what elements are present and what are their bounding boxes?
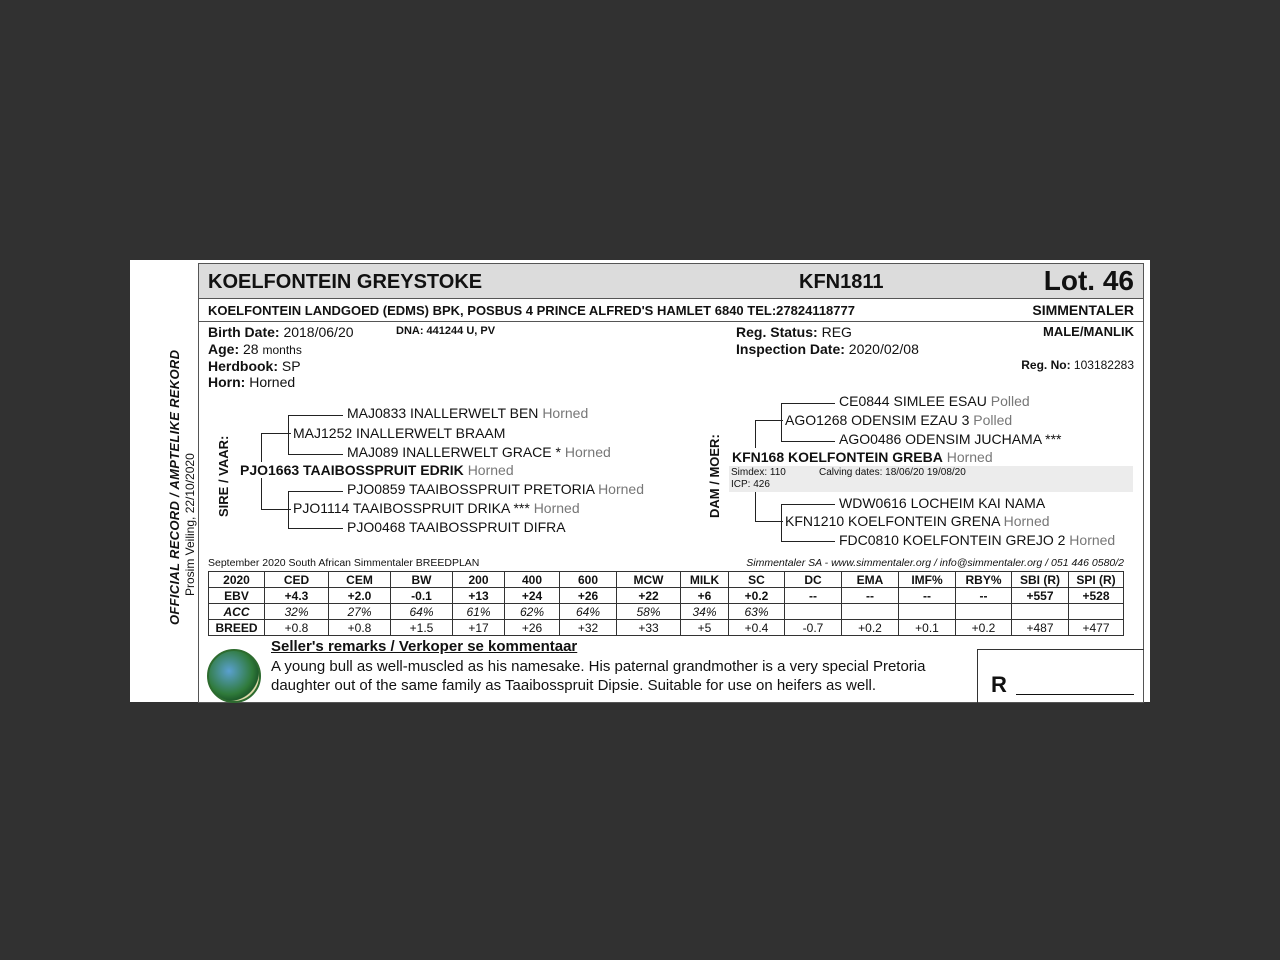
pedigree-line <box>261 478 262 510</box>
ebv-table-cell: +0.8 <box>329 620 391 636</box>
sire-label: SIRE / VAAR: <box>216 435 231 517</box>
ebv-table-cell: -0.7 <box>785 620 842 636</box>
pedigree-line <box>288 415 289 455</box>
sire-dam-sire: PJO0859 TAAIBOSSPRUIT PRETORIA Horned <box>347 481 644 497</box>
sire-main: PJO1663 TAAIBOSSPRUIT EDRIK Horned <box>240 462 514 478</box>
official-record-sub: Prosim Veiling, 22/10/2020 <box>183 453 197 596</box>
ebv-table-cell: +0.4 <box>729 620 785 636</box>
ebv-table-cell: 64% <box>391 604 453 620</box>
ebv-table-cell: +477 <box>1069 620 1124 636</box>
herdbook: Herdbook: SP <box>208 358 301 374</box>
ebv-table-cell: +487 <box>1012 620 1069 636</box>
dam-label: DAM / MOER: <box>707 434 722 518</box>
sex-text: MALE/MANLIK <box>1043 324 1134 339</box>
dam-dam: KFN1210 KOELFONTEIN GRENA Horned <box>785 513 1050 529</box>
simmentaler-logo-icon <box>207 649 261 703</box>
ebv-table-cell: -- <box>956 588 1012 604</box>
dam-dam-sire: WDW0616 LOCHEIM KAI NAMA <box>839 495 1046 511</box>
dam-sire-dam: AGO0486 ODENSIM JUCHAMA *** <box>839 431 1062 447</box>
ebv-table-cell: CEM <box>329 572 391 588</box>
ebv-table-cell <box>842 604 899 620</box>
ebv-table-cell <box>956 604 1012 620</box>
reg-status: Reg. Status: REG <box>736 324 852 340</box>
pedigree-line <box>288 491 343 492</box>
ebv-table-cell: +0.2 <box>729 588 785 604</box>
breedplan-contact: Simmentaler SA - www.simmentaler.org / info@simmentaler.org / 051 446 0580/2 <box>746 557 1124 569</box>
pedigree-line <box>781 504 835 505</box>
breed-text: SIMMENTALER <box>1032 302 1134 318</box>
inspection-date: Inspection Date: 2020/02/08 <box>736 341 919 357</box>
ebv-table-cell: +32 <box>560 620 617 636</box>
ebv-table-row <box>209 572 1124 588</box>
ebv-table-cell: 61% <box>453 604 505 620</box>
lot-number: Lot. 46 <box>1043 265 1134 296</box>
lot-main-panel <box>198 263 1144 703</box>
sire-dam: PJO1114 TAAIBOSSPRUIT DRIKA *** Horned <box>293 500 580 516</box>
remarks-line2: daughter out of the same family as Taaibosspruit Dipsie. Suitable for use on heifers as well. <box>271 677 877 694</box>
ebv-table-cell: 64% <box>560 604 617 620</box>
ebv-table-cell: SPI (R) <box>1069 572 1124 588</box>
dam-simdex: Simdex: 110 <box>731 467 786 478</box>
ebv-table-cell: EBV <box>209 588 265 604</box>
ebv-table-cell: 2020 <box>209 572 265 588</box>
ebv-table-cell: 58% <box>617 604 681 620</box>
dam-dam-dam: FDC0810 KOELFONTEIN GREJO 2 Horned <box>839 532 1116 548</box>
ebv-table-cell: +26 <box>560 588 617 604</box>
pedigree-line <box>288 491 289 529</box>
ebv-table-cell: -0.1 <box>391 588 453 604</box>
pedigree-line <box>755 492 756 522</box>
sire-sire-sire: MAJ0833 INALLERWELT BEN Horned <box>347 405 589 421</box>
sire-dam-dam: PJO0468 TAAIBOSSPRUIT DIFRA <box>347 519 566 535</box>
pedigree-line <box>781 504 782 542</box>
breedplan-title: September 2020 South African Simmentaler BREEDPLAN <box>208 557 480 569</box>
pedigree-line <box>288 454 343 455</box>
ebv-table <box>208 571 1124 636</box>
age: Age: 28 months <box>208 341 302 357</box>
owner-row <box>199 299 1143 322</box>
ebv-table-cell: +6 <box>681 588 729 604</box>
ebv-table-cell: CED <box>265 572 329 588</box>
dam-sire-sire: CE0844 SIMLEE ESAU Polled <box>839 393 1030 409</box>
reg-number: Reg. No: 103182283 <box>1021 358 1134 372</box>
ebv-table-cell: -- <box>785 588 842 604</box>
dam-sire: AGO1268 ODENSIM EZAU 3 Polled <box>785 412 1013 428</box>
ebv-table-cell: +13 <box>453 588 505 604</box>
ebv-table-cell <box>1069 604 1124 620</box>
ebv-table-cell: +0.1 <box>899 620 956 636</box>
pedigree-line <box>755 420 756 448</box>
remarks-title: Seller's remarks / Verkoper se kommentaar <box>271 638 578 655</box>
ebv-table-cell: SBI (R) <box>1012 572 1069 588</box>
pedigree-line <box>261 433 291 434</box>
owner-text: KOELFONTEIN LANDGOED (EDMS) BPK, POSBUS 4 PRINCE ALFRED'S HAMLET 6840 TEL:27824118777 <box>208 303 855 318</box>
ebv-table-cell: SC <box>729 572 785 588</box>
pedigree-line <box>781 441 835 442</box>
ebv-table-cell: +0.2 <box>842 620 899 636</box>
ebv-table-cell: -- <box>899 588 956 604</box>
ebv-table-cell: BREED <box>209 620 265 636</box>
ebv-table-cell <box>785 604 842 620</box>
pedigree-line <box>261 433 262 462</box>
lot-header <box>199 264 1143 299</box>
ebv-table-cell: -- <box>842 588 899 604</box>
official-record-label: OFFICIAL RECORD / AMPTELIKE REKORD <box>167 349 182 625</box>
remarks-line1: A young bull as well-muscled as his namesake. His paternal grandmother is a very special Pretoria <box>271 658 926 675</box>
ebv-table-row <box>209 604 1124 620</box>
pedigree-line <box>261 509 291 510</box>
pedigree-line <box>781 403 835 404</box>
ebv-table-cell: +24 <box>505 588 560 604</box>
lot-card <box>130 260 1150 702</box>
price-box <box>977 649 1144 703</box>
ebv-table-cell: 62% <box>505 604 560 620</box>
pedigree-line <box>288 415 343 416</box>
ebv-table-cell: 400 <box>505 572 560 588</box>
dna-text: DNA: 441244 U, PV <box>396 325 496 337</box>
ebv-table-cell: +17 <box>453 620 505 636</box>
ebv-table-cell <box>899 604 956 620</box>
ebv-table-cell: 63% <box>729 604 785 620</box>
ebv-table-cell: 27% <box>329 604 391 620</box>
ebv-table-cell: +528 <box>1069 588 1124 604</box>
ebv-table-cell: +2.0 <box>329 588 391 604</box>
ebv-table-cell: DC <box>785 572 842 588</box>
ebv-table-cell: 34% <box>681 604 729 620</box>
ebv-table-cell: RBY% <box>956 572 1012 588</box>
sire-sire: MAJ1252 INALLERWELT BRAAM <box>293 425 506 441</box>
pedigree-line <box>781 403 782 441</box>
ebv-table-cell: +33 <box>617 620 681 636</box>
ebv-table-cell: MILK <box>681 572 729 588</box>
price-entry-line[interactable] <box>1016 694 1134 695</box>
animal-id: KFN1811 <box>799 271 884 293</box>
animal-name: KOELFONTEIN GREYSTOKE <box>208 271 483 293</box>
pedigree-line <box>288 528 343 529</box>
birth-date: Birth Date: 2018/06/20 <box>208 324 354 340</box>
ebv-table-cell: 200 <box>453 572 505 588</box>
ebv-table-cell: 600 <box>560 572 617 588</box>
sire-sire-dam: MAJ089 INALLERWELT GRACE * Horned <box>347 444 611 460</box>
ebv-table-cell: EMA <box>842 572 899 588</box>
ebv-table-cell: +26 <box>505 620 560 636</box>
ebv-table-cell: IMF% <box>899 572 956 588</box>
pedigree-line <box>755 420 783 421</box>
ebv-table-cell: +557 <box>1012 588 1069 604</box>
ebv-table-cell: 32% <box>265 604 329 620</box>
ebv-table-cell: +22 <box>617 588 681 604</box>
dam-icp: ICP: 426 <box>731 479 770 490</box>
dam-calving-dates: Calving dates: 18/06/20 19/08/20 <box>819 467 966 478</box>
ebv-table-cell: MCW <box>617 572 681 588</box>
ebv-table-cell: BW <box>391 572 453 588</box>
ebv-table-cell: ACC <box>209 604 265 620</box>
ebv-table-row <box>209 620 1124 636</box>
pedigree-line <box>755 521 783 522</box>
ebv-table-cell: +0.2 <box>956 620 1012 636</box>
ebv-table-cell: +5 <box>681 620 729 636</box>
ebv-table-cell: +4.3 <box>265 588 329 604</box>
ebv-table-cell: +0.8 <box>265 620 329 636</box>
dam-main: KFN168 KOELFONTEIN GREBA Horned <box>732 449 993 465</box>
ebv-table-cell <box>1012 604 1069 620</box>
price-currency: R <box>991 672 1007 697</box>
ebv-table-row <box>209 588 1124 604</box>
ebv-table-cell: +1.5 <box>391 620 453 636</box>
pedigree-line <box>781 541 835 542</box>
horn-status: Horn: Horned <box>208 374 296 390</box>
